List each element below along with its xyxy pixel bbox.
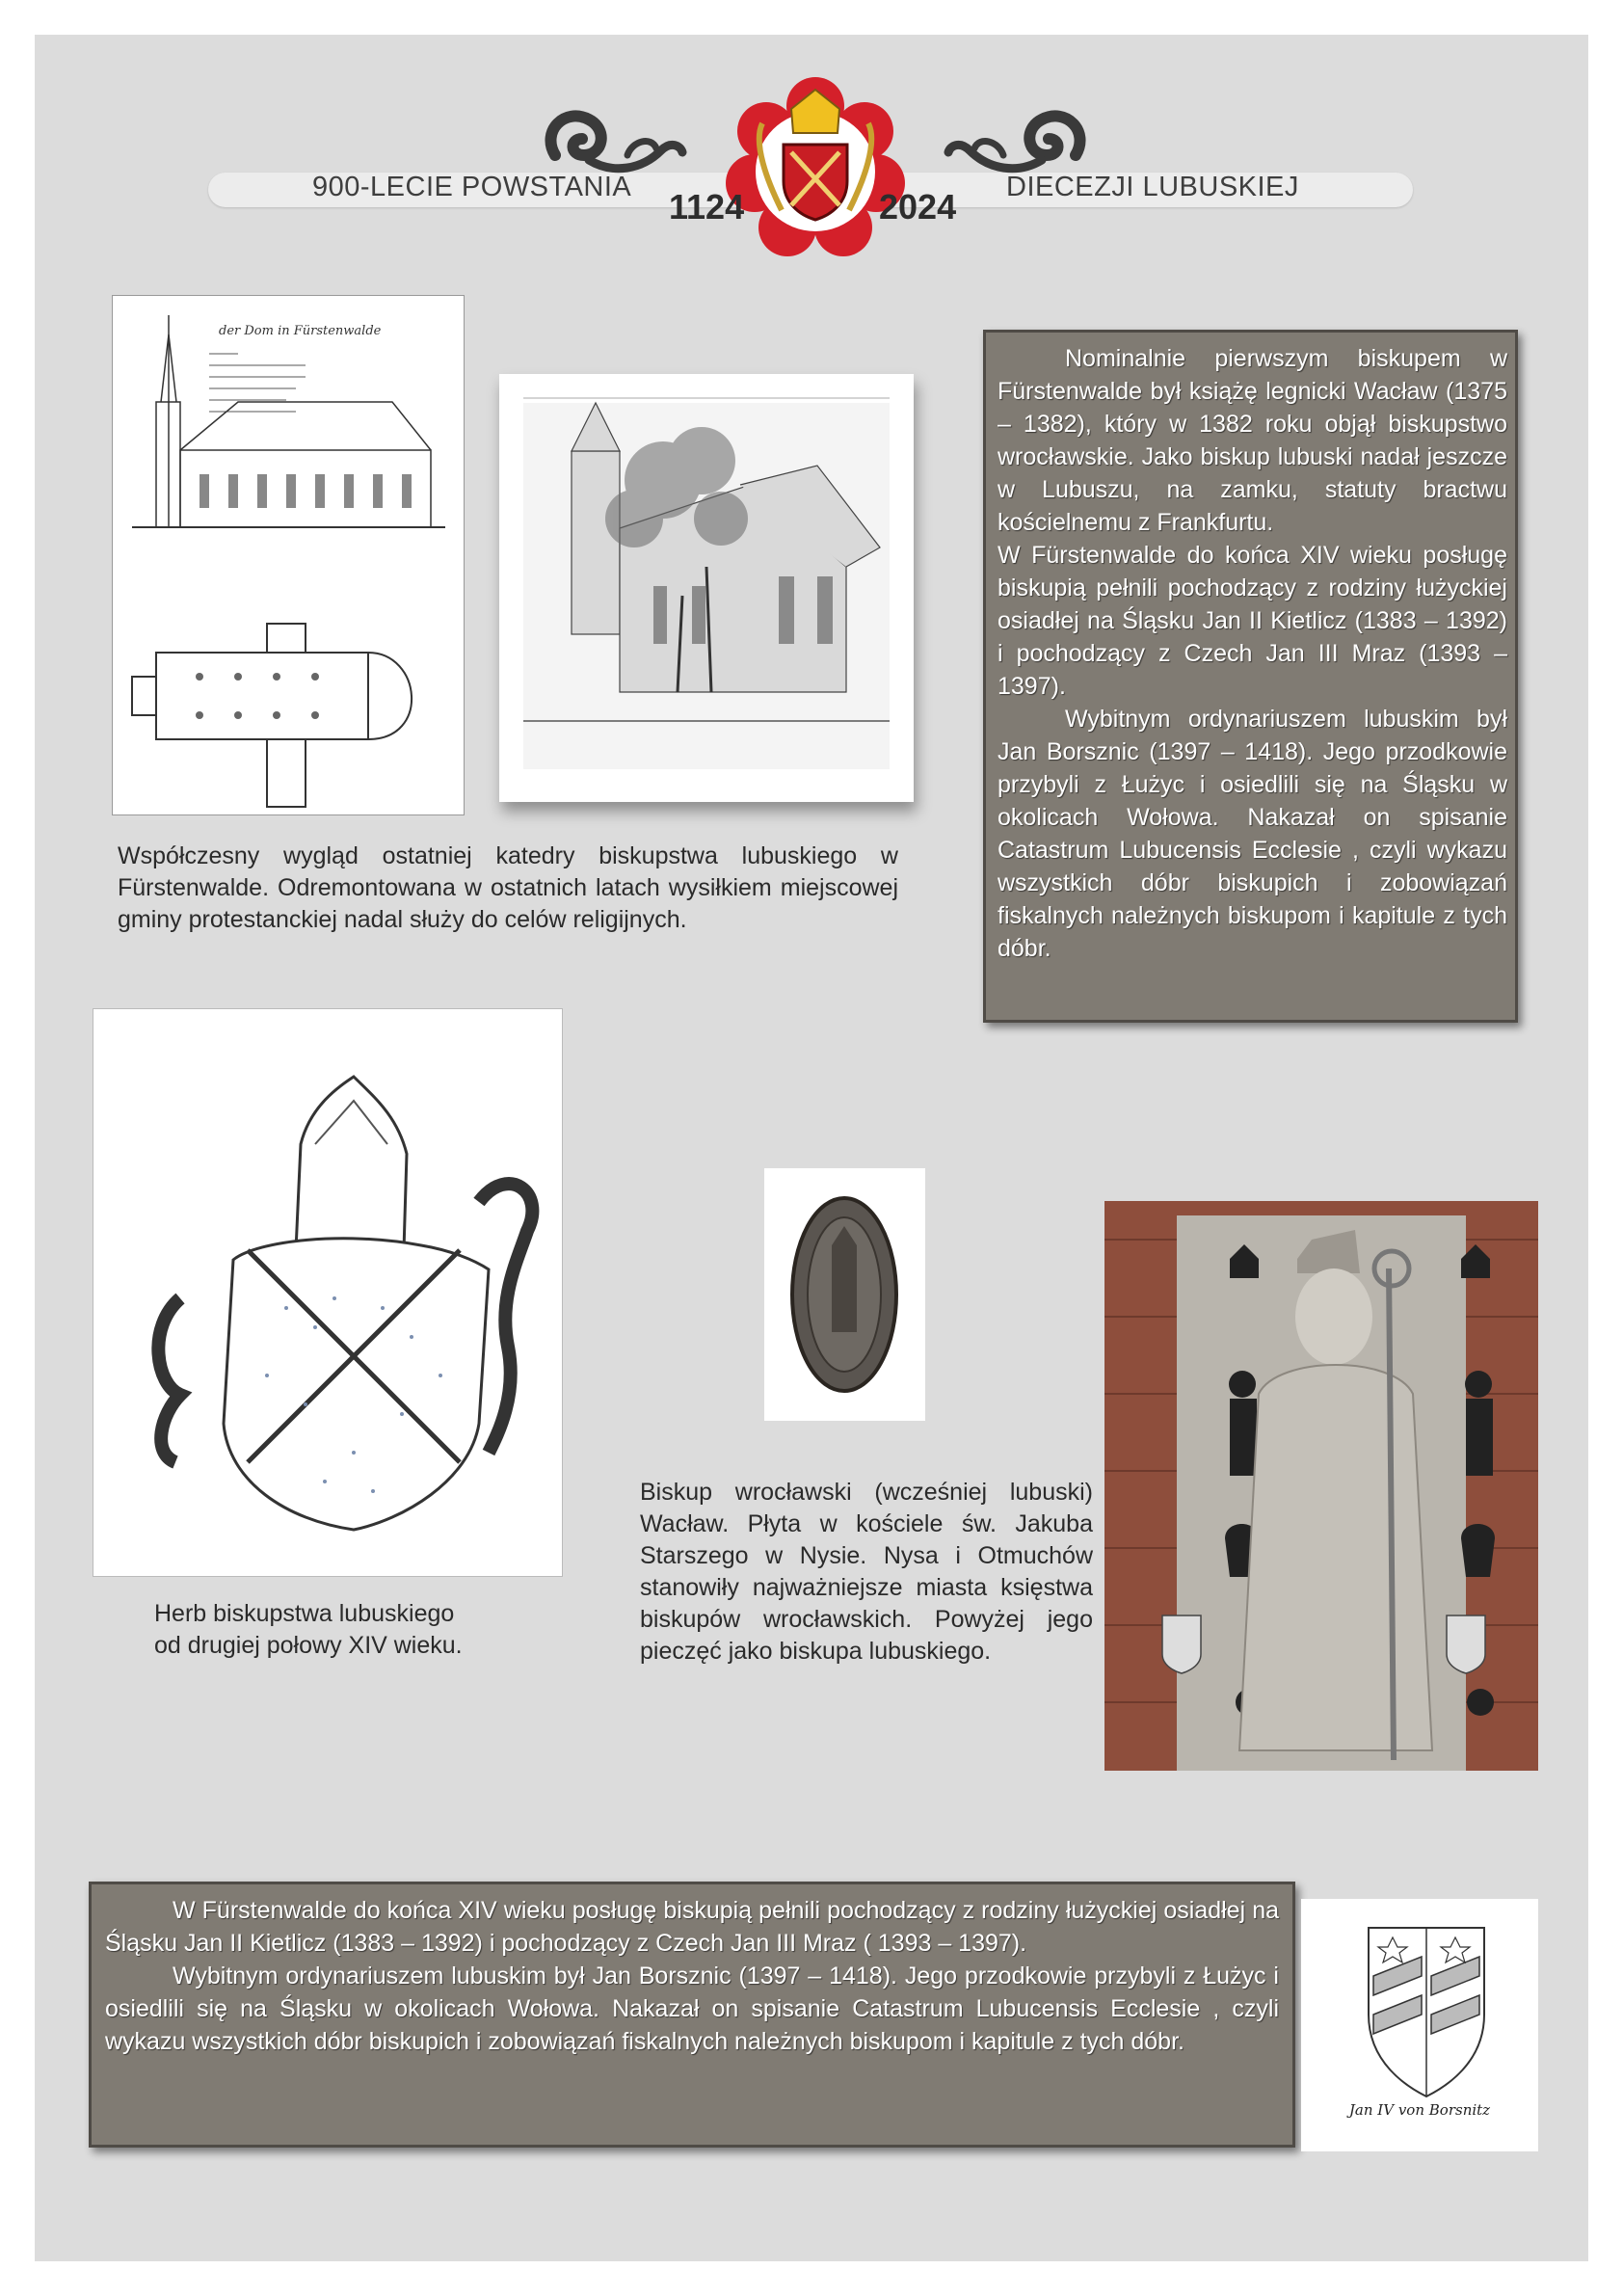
bishops-history-box [983,330,1518,1023]
tomb-slab-image [1104,1201,1538,1771]
diocese-logo-icon [724,75,907,258]
header-year-start: 1124 [669,187,745,227]
header-year-end: 2024 [879,187,957,227]
coat-of-arms-caption-line-2: od drugiej połowy XIV wieku. [154,1632,463,1659]
bishops-paragraph-2: W Fürstenwalde do końca XIV wieku posługę biskupią pełnili pochodzący z rodziny łużyckiej osiadłej na Śląsku Jan II Kietlicz (1383 – 1392) i pochodzący z Czech Jan III Mraz (1393 – 1397). [998,542,1507,700]
borsnitz-label: Jan IV von Borsnitz [1348,2101,1491,2119]
coat-of-arms-caption [154,1598,540,1662]
seal-caption: Biskup wrocławski (wcześniej lubuski) Wacław. Płyta w kościele św. Jakuba Starszego w Nysie. Nysa i Otmuchów stanowiły najważniejsze miasta księstwa biskupów wrocławskich. Powyżej jego pieczęć jako biskupa lubuskiego. [640,1479,1093,1665]
borsznic-paragraph-1: W Fürstenwalde do końca XIV wieku posługę biskupią pełnili pochodzący z rodziny łużyckiej osiadłej na Śląsku Jan II Kietlicz (1383 – 1392) i pochodzący z Czech Jan III Mraz ( 1393 – 1397). [105,1897,1279,1957]
borsznic-paragraph-2: Wybitnym ordynariuszem lubuskim był Jan Borsznic (1397 – 1418). Jego przodkowie przybyli z Łużyc i osiedlili się na Śląsku w okolicach Wołowa. Nakazał on spisanie Catastrum Lubucensis Ecclesie , czyli wykazu wszystkich dóbr biskupich i zobowiązań fiskalnych należnych biskupom i kapitule z tych dóbr. [105,1962,1279,2055]
coat-of-arms-image [93,1008,563,1577]
header-right-text: DIECEZJI LUBUSKIEJ [1006,172,1299,202]
header-left-text: 900-LECIE POWSTANIA [312,172,632,202]
bishops-paragraph-1: Nominalnie pierwszym biskupem w Fürstenwalde był książę legnicki Wacław (1375 – 1382), który w 1382 roku objął biskupstwo wrocławskie. Jako biskup lubuski nadał jeszcze w Lubuszu, na zamku, statuty bractwu kościelnemu z Frankfurtu. [998,345,1507,536]
bishop-seal-image [764,1168,925,1421]
coat-of-arms-caption-line-1: Herb biskupstwa lubuskiego [154,1600,455,1627]
drawing-title: der Dom in Fürstenwalde [219,324,382,338]
poster-page [35,35,1588,2261]
borsnitz-arms-image [1301,1899,1538,2151]
bishops-paragraph-3: Wybitnym ordynariuszem lubuskim był Jan Borsznic (1397 – 1418). Jego przodkowie przybyli z Łużyc i osiedlili się na Śląsku w okolicach Wołowa. Nakazał on spisanie Catastrum Lubucensis Ecclesie , czyli wykazu wszystkich dóbr biskupich i zobowiązań fiskalnych należnych biskupom i kapitule z tych dóbr. [998,706,1507,962]
cathedral-sketch-image [499,374,914,802]
cathedral-drawing-image [112,295,465,815]
cathedral-caption: Współczesny wygląd ostatniej katedry biskupstwa lubuskiego w Fürstenwalde. Odremontowana w ostatnich latach wysiłkiem miejscowej gminy protestanckiej nadal służy do celów religijnych. [118,842,898,933]
borsznic-history-box [89,1882,1295,2148]
